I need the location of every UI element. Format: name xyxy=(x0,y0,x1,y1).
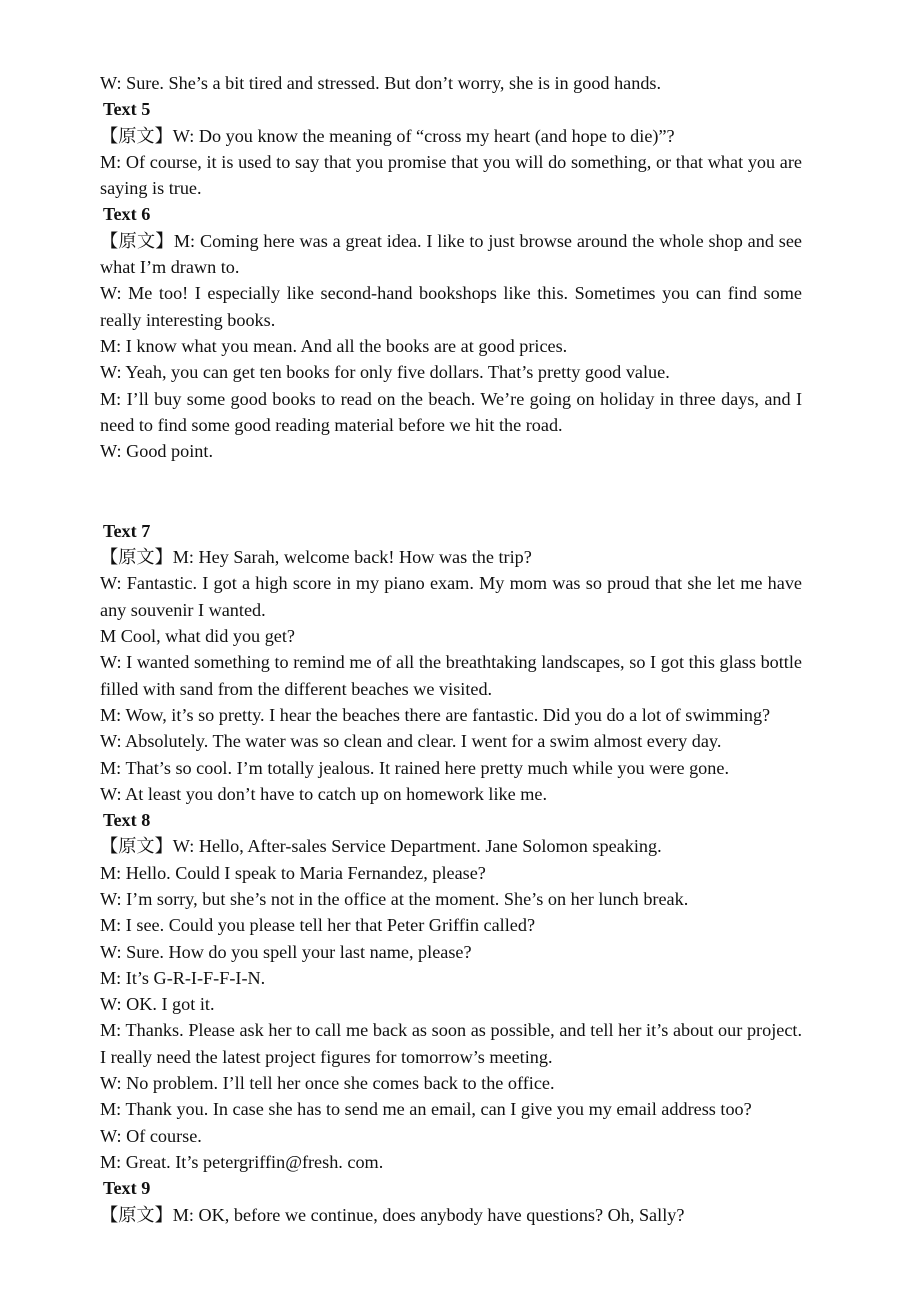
section-heading: Text 8 xyxy=(103,810,151,831)
dialogue-line: W: Absolutely. The water was so clean and clear. I went for a swim almost every day. xyxy=(100,731,722,752)
dialogue-line: M: I see. Could you please tell her that Peter Griffin called? xyxy=(100,915,536,936)
dialogue-line: W: Fantastic. I got a high score in my piano exam. My mom was so proud that she let me have any souvenir I wanted. xyxy=(100,573,802,620)
dialogue-line: W: I’m sorry, but she’s not in the office at the moment. She’s on her lunch break. xyxy=(100,888,689,909)
dialogue-line: M: Wow, it’s so pretty. I hear the beaches there are fantastic. Did you do a lot of swimming? xyxy=(100,704,771,725)
dialogue-line: M: That’s so cool. I’m totally jealous. It rained here pretty much while you were gone. xyxy=(100,757,729,778)
dialogue-line: W: Yeah, you can get ten books for only five dollars. That’s pretty good value. xyxy=(100,362,670,383)
dialogue-line: M: Thank you. In case she has to send me an email, can I give you my email address too? xyxy=(100,1099,752,1120)
dialogue-line: M: It’s G-R-I-F-F-I-N. xyxy=(100,967,266,988)
dialogue-line: M: I know what you mean. And all the books are at good prices. xyxy=(100,335,568,356)
dialogue-line: 【原文】M: Coming here was a great idea. I like to just browse around the whole shop and see what I’m drawn to. xyxy=(100,230,802,278)
dialogue-line: M: I’ll buy some good books to read on the beach. We’re going on holiday in three days, and I need to find some good reading material before we hit the road. xyxy=(100,388,802,435)
dialogue-line: M: Hello. Could I speak to Maria Fernandez, please? xyxy=(100,862,486,883)
dialogue-line: W: I wanted something to remind me of all the breathtaking landscapes, so I got this glass bottle filled with sand from the different beaches we visited. xyxy=(100,652,802,699)
dialogue-line: 【原文】W: Do you know the meaning of “cross my heart (and hope to die)”? xyxy=(100,125,675,146)
dialogue-line: W: Me too! I especially like second-hand bookshops like this. Sometimes you can find some really interesting books. xyxy=(100,283,802,330)
document-page xyxy=(100,70,802,1228)
dialogue-line: 【原文】M: OK, before we continue, does anybody have questions? Oh, Sally? xyxy=(100,1204,685,1225)
section-heading: Text 6 xyxy=(103,204,151,225)
dialogue-line: M: Thanks. Please ask her to call me back as soon as possible, and tell her it’s about our project. I really need the latest project figures for tomorrow’s meeting. xyxy=(100,1020,802,1067)
section-heading: Text 9 xyxy=(103,1178,151,1199)
dialogue-line: M Cool, what did you get? xyxy=(100,626,295,647)
dialogue-line: 【原文】M: Hey Sarah, welcome back! How was the trip? xyxy=(100,547,532,568)
dialogue-line: W: Of course. xyxy=(100,1125,202,1146)
section-heading: Text 5 xyxy=(103,99,151,120)
section-heading: Text 7 xyxy=(103,520,151,541)
dialogue-line: W: Sure. She’s a bit tired and stressed. But don’t worry, she is in good hands. xyxy=(100,73,662,93)
dialogue-line: 【原文】W: Hello, After-sales Service Department. Jane Solomon speaking. xyxy=(100,836,662,857)
dialogue-line: M: Of course, it is used to say that you promise that you will do something, or that what you are saying is true. xyxy=(100,151,802,199)
dialogue-line: W: At least you don’t have to catch up on homework like me. xyxy=(100,783,548,804)
dialogue-line: W: OK. I got it. xyxy=(100,994,215,1015)
dialogue-line: M: Great. It’s petergriffin@fresh. com. xyxy=(100,1151,384,1172)
paragraph-spacer xyxy=(100,483,802,500)
dialogue-line: W: Good point. xyxy=(100,441,213,462)
dialogue-line: W: Sure. How do you spell your last name, please? xyxy=(100,941,472,962)
dialogue-line: W: No problem. I’ll tell her once she comes back to the office. xyxy=(100,1073,555,1094)
